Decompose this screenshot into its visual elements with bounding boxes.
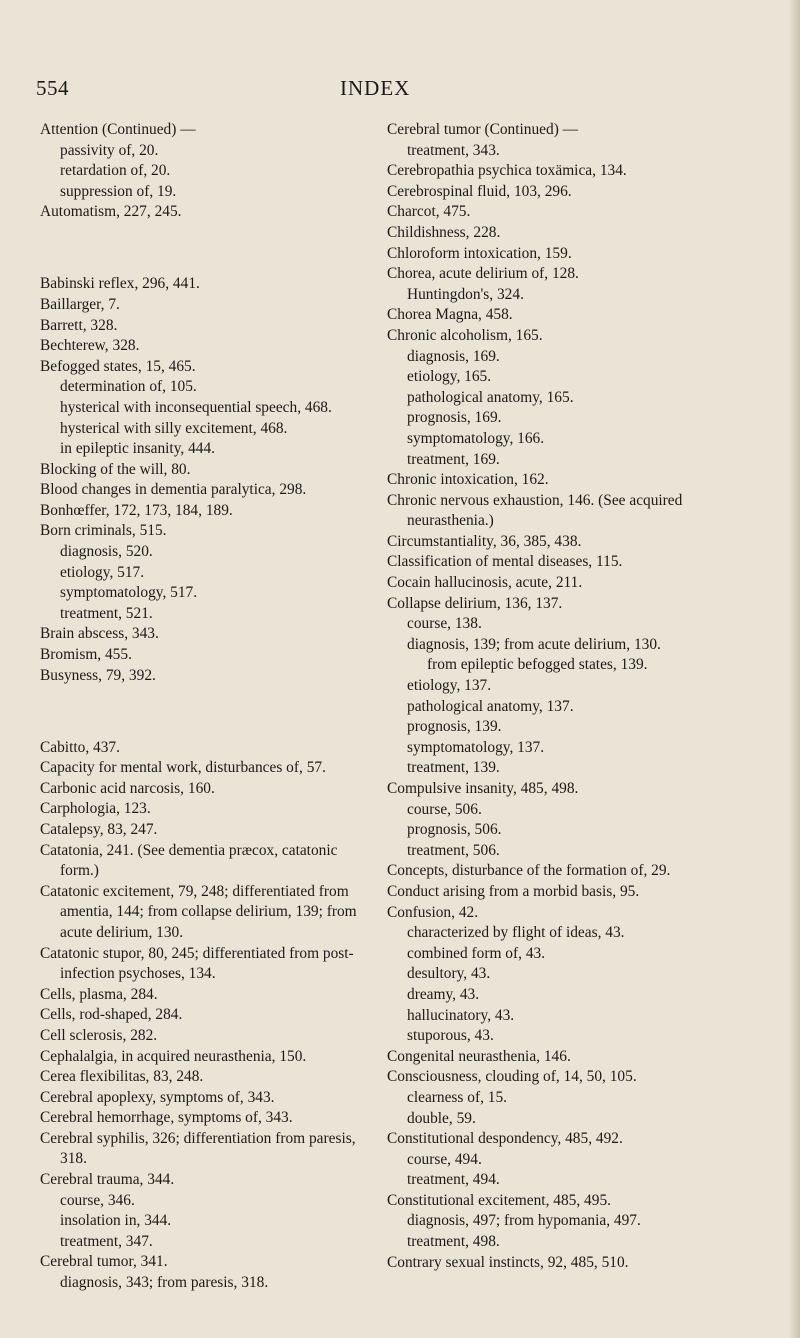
section-gap [40,702,380,723]
index-entry: Catatonic stupor, 80, 245; differentiated from post-infection psychoses, 134. [40,944,354,983]
index-entry: Catatonic excitement, 79, 248; differentiated from amentia, 144; from collapse delirium, 139; from acute delirium, 130. [40,882,357,941]
index-subentry: retardation of, 20. [60,162,171,180]
index-subentry: clearness of, 15. [407,1088,508,1106]
index-entry: Capacity for mental work, disturbances of, 57. [40,759,326,777]
index-subentry: treatment, 506. [407,841,500,859]
index-entry: Classification of mental diseases, 115. [387,553,623,571]
section-gap [40,238,380,259]
index-subentry: course, 506. [407,800,482,818]
index-entry: Bonhœffer, 172, 173, 184, 189. [40,501,233,519]
index-subentry: course, 346. [60,1191,135,1209]
index-entry: Blocking of the will, 80. [40,460,191,478]
index-subentry: passivity of, 20. [60,141,159,159]
index-entry: Cell sclerosis, 282. [40,1026,158,1044]
index-entry: Bromism, 455. [40,646,132,664]
index-entry: Confusion, 42. [387,903,479,921]
index-subentry: treatment, 343. [407,141,500,159]
index-subentry: in epileptic insanity, 444. [60,440,216,458]
index-entry: Cerebral syphilis, 326; differentiation from paresis, 318. [40,1129,356,1168]
index-entry: Concepts, disturbance of the formation of, 29. [387,862,671,880]
index-entry: Baillarger, 7. [40,295,120,313]
index-subentry: diagnosis, 169. [407,347,500,365]
index-entry: Brain abscess, 343. [40,625,159,643]
index-entry: Cerebral tumor, 341. [40,1253,168,1271]
index-entry: Cells, plasma, 284. [40,985,158,1003]
index-subentry: pathological anatomy, 165. [407,388,574,406]
index-subentry: double, 59. [407,1109,476,1127]
index-entry: Chloroform intoxication, 159. [387,244,572,262]
index-entry: Chronic intoxication, 162. [387,471,549,489]
index-entry: Cerebral hemorrhage, symptoms of, 343. [40,1109,293,1127]
index-subentry: symptomatology, 166. [407,429,545,447]
index-subentry: insolation in, 344. [60,1212,172,1230]
index-subentry: treatment, 494. [407,1171,500,1189]
index-entry: Cephalalgia, in acquired neurasthenia, 150. [40,1047,307,1065]
index-entry: Cerea flexibilitas, 83, 248. [40,1068,204,1086]
index-entry: Charcot, 475. [387,203,471,221]
index-entry: Babinski reflex, 296, 441. [40,275,200,293]
index-entry: Collapse delirium, 136, 137. [387,594,563,612]
index-entry: Carbonic acid narcosis, 160. [40,779,215,797]
index-entry: Circumstantiality, 36, 385, 438. [387,532,582,550]
index-entry: Childishness, 228. [387,223,501,241]
index-entry: Chorea, acute delirium of, 128. [387,265,579,283]
index-entry: Befogged states, 15, 465. [40,357,196,375]
index-entry: Cells, rod-shaped, 284. [40,1006,183,1024]
index-entry: Cocain hallucinosis, acute, 211. [387,574,583,592]
index-subentry: suppression of, 19. [60,182,177,200]
index-subentry: hysterical with inconsequential speech, 468. [60,398,332,416]
index-subentry: treatment, 139. [407,759,500,777]
index-entry: Congenital neurasthenia, 146. [387,1047,571,1065]
index-entry: Barrett, 328. [40,316,118,334]
index-subentry: determination of, 105. [60,378,197,396]
index-subentry: etiology, 517. [60,563,145,581]
index-subentry: Huntingdon's, 324. [407,285,524,303]
index-subentry: course, 494. [407,1150,482,1168]
page-edge [790,0,800,1338]
index-subentry: dreamy, 43. [407,985,480,1003]
index-entry: Carphologia, 123. [40,800,151,818]
index-subentry: diagnosis, 343; from paresis, 318. [60,1274,269,1292]
index-entry: Contrary sexual instincts, 92, 485, 510. [387,1253,629,1271]
index-entry: Blood changes in dementia paralytica, 298. [40,481,307,499]
index-subentry: treatment, 347. [60,1232,153,1250]
page-title: INDEX [340,76,411,100]
index-subentry: symptomatology, 517. [60,584,198,602]
index-subentry: etiology, 165. [407,368,492,386]
index-entry: Attention (Continued) — [40,121,196,138]
index-subentry: characterized by flight of ideas, 43. [407,924,625,942]
index-subentry: course, 138. [407,615,482,633]
index-entry: Cerebrospinal fluid, 103, 296. [387,182,572,200]
index-entry: Automatism, 227, 245. [40,203,182,221]
index-subentry: prognosis, 506. [407,821,502,839]
index-entry: Cerebropathia psychica toxämica, 134. [387,162,627,180]
index-entry: Catatonia, 241. (See dementia præcox, catatonic form.) [40,841,338,880]
index-entry: Chorea Magna, 458. [387,306,513,324]
index-column-right [387,120,749,1273]
index-subentry: prognosis, 169. [407,409,502,427]
index-entry: Compulsive insanity, 485, 498. [387,780,579,797]
index-entry: Cerebral apoplexy, symptoms of, 343. [40,1088,275,1106]
page-header [0,76,800,102]
index-entry: Cerebral trauma, 344. [40,1171,175,1189]
index-entry: Chronic nervous exhaustion, 146. (See acquired neurasthenia.) [387,491,683,530]
index-entry: Constitutional despondency, 485, 492. [387,1130,623,1148]
index-subentry: stuporous, 43. [407,1027,494,1045]
index-subentry: prognosis, 139. [407,718,502,736]
index-entry: Constitutional excitement, 485, 495. [387,1191,611,1209]
index-subentry: symptomatology, 137. [407,738,545,756]
index-subentry: diagnosis, 497; from hypomania, 497. [407,1212,641,1230]
index-entry: Cerebral tumor (Continued) — [387,121,579,138]
index-subentry: hallucinatory, 43. [407,1006,515,1024]
index-entry: Chronic alcoholism, 165. [387,326,543,344]
index-subentry: treatment, 498. [407,1233,500,1251]
index-column-left [40,120,380,1294]
index-entry: Busyness, 79, 392. [40,666,156,684]
index-entry: Conduct arising from a morbid basis, 95. [387,882,640,900]
index-subentry: etiology, 137. [407,677,492,695]
index-entry: Born criminals, 515. [40,522,167,540]
index-subentry: desultory, 43. [407,965,491,983]
index-subentry: diagnosis, 139; from acute delirium, 130. [407,635,661,653]
page-number: 554 [36,76,69,100]
index-entry: Consciousness, clouding of, 14, 50, 105. [387,1068,637,1086]
index-subentry: pathological anatomy, 137. [407,697,574,715]
index-subentry: treatment, 169. [407,450,500,468]
index-entry: Cabitto, 437. [40,738,120,756]
index-subentry: treatment, 521. [60,604,153,622]
index-subentry: from epileptic befogged states, 139. [427,656,648,674]
index-subentry: diagnosis, 520. [60,543,153,561]
index-subentry: combined form of, 43. [407,944,546,962]
index-entry: Bechterew, 328. [40,337,140,355]
index-subentry: hysterical with silly excitement, 468. [60,419,288,437]
index-entry: Catalepsy, 83, 247. [40,820,158,838]
